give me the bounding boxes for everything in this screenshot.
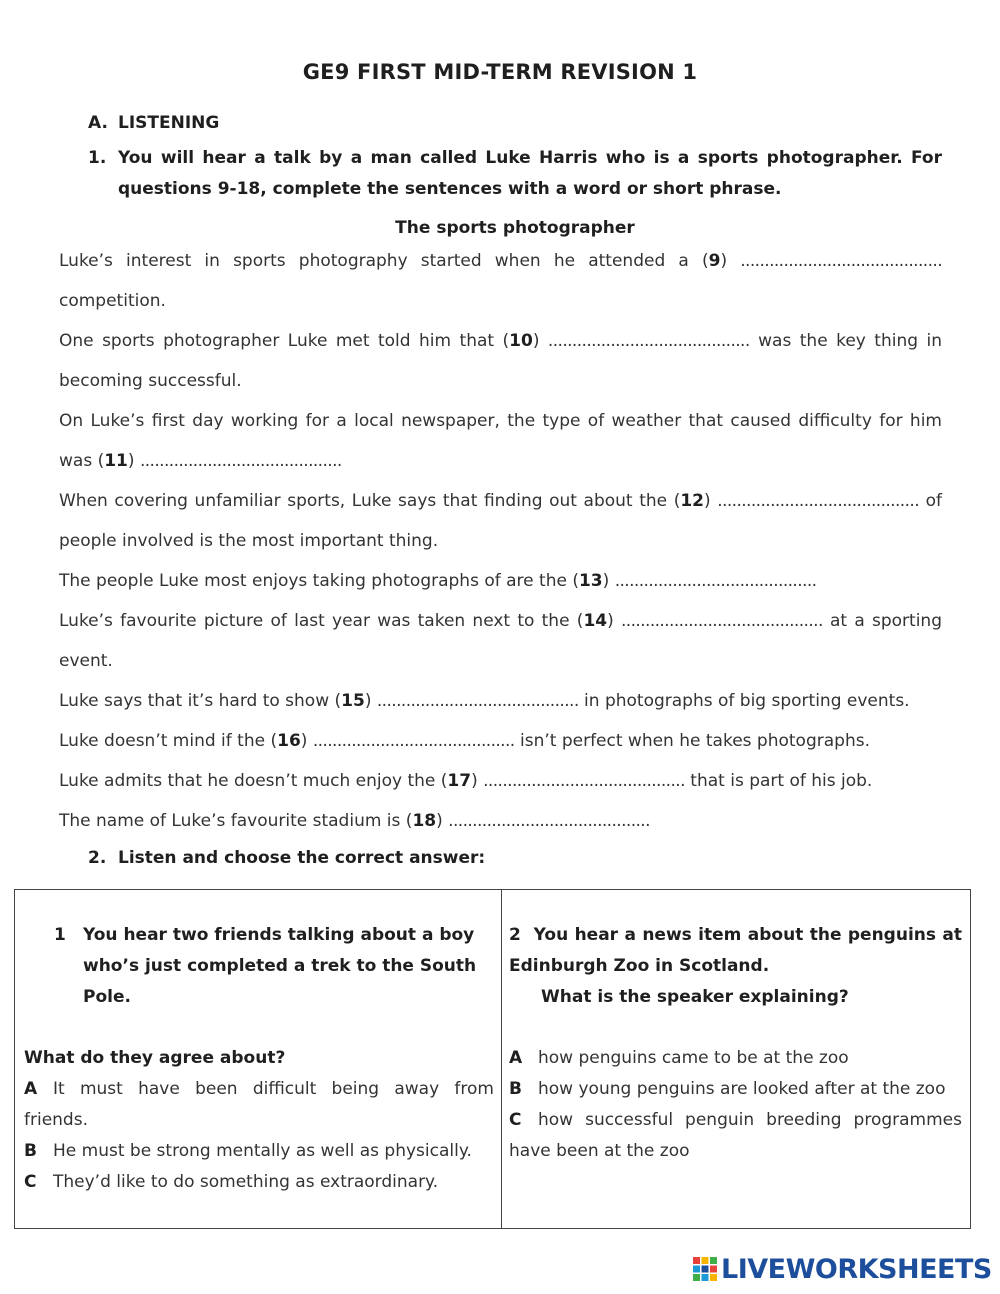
question-2-instruction [88, 848, 485, 868]
question-1-number: 1. [88, 148, 107, 168]
option-a[interactable]: A It must have been difficult being away from friends. [24, 1079, 494, 1130]
answer-blank[interactable]: .......................................... [740, 251, 943, 271]
gap-number: 11 [104, 451, 128, 471]
mc-question-1-question: What do they agree about? [24, 1048, 286, 1068]
section-a-heading [88, 113, 219, 133]
sentence-17: Luke admits that he doesn’t much enjoy the (17) .......................................... that is part of his job. [59, 771, 873, 791]
mc-question-1 [24, 890, 494, 1198]
logo-text: LIVEWORKSHEETS [721, 1253, 992, 1285]
mc-question-2-options [509, 1043, 962, 1167]
option-a[interactable]: A how penguins came to be at the zoo [509, 1048, 849, 1068]
question-2-number: 2. [88, 848, 107, 868]
answer-blank[interactable]: .......................................... [312, 731, 515, 751]
gap-number: 17 [447, 771, 472, 791]
gap-fill-sentences [59, 241, 942, 841]
sentence-18: The name of Luke’s favourite stadium is (18) .......................................... [59, 811, 650, 831]
mc-question-2-number: 2 [509, 925, 521, 945]
gap-number: 9 [708, 251, 721, 271]
section-subtitle: The sports photographer [395, 218, 635, 238]
liveworksheets-logo-icon [693, 1257, 717, 1281]
gap-number: 16 [277, 731, 301, 751]
sentence-9: Luke’s interest in sports photography started when he attended a (9) .......................................... competition. [59, 251, 943, 311]
liveworksheets-logo[interactable] [693, 1254, 992, 1284]
gap-number: 10 [509, 331, 533, 351]
gap-number: 15 [341, 691, 365, 711]
mc-question-2-prompt: 2 You hear a news item about the penguins at Edinburgh Zoo in Scotland. [509, 925, 962, 976]
mc-question-1-prompt: 1 You hear two friends talking about a boy who’s just completed a trek to the South Pole. [24, 920, 494, 1013]
table-divider [501, 890, 502, 1228]
sentence-13: The people Luke most enjoys taking photographs of are the (13) .......................................... [59, 571, 817, 591]
sentence-15: Luke says that it’s hard to show (15) .......................................... in photographs of big sporting events. [59, 691, 910, 711]
mc-question-2-question: What is the speaker explaining? [541, 987, 849, 1007]
answer-blank[interactable]: .......................................... [621, 611, 823, 631]
option-c[interactable]: C They’d like to do something as extraordinary. [24, 1172, 439, 1192]
section-a-number: A. [88, 113, 108, 133]
answer-blank[interactable]: .......................................... [614, 571, 817, 591]
option-b[interactable]: B how young penguins are looked after at the zoo [509, 1079, 946, 1099]
answer-blank[interactable]: .......................................... [139, 451, 342, 471]
option-b[interactable]: B He must be strong mentally as well as physically. [24, 1141, 472, 1161]
gap-number: 13 [578, 571, 603, 591]
gap-number: 12 [680, 491, 704, 511]
gap-number: 18 [412, 811, 437, 831]
sentence-14: Luke’s favourite picture of last year was taken next to the (14) .......................................... at a sporting event. [59, 611, 942, 671]
multiple-choice-table [14, 889, 971, 1229]
question-1-text: You will hear a talk by a man called Luke Harris who is a sports photographer. For questions 9-18, complete the sentences with a word or short phrase. [118, 148, 942, 199]
section-a-label: LISTENING [118, 113, 220, 133]
mc-question-2 [509, 890, 962, 1167]
question-2-text: Listen and choose the correct answer: [118, 848, 486, 868]
answer-blank[interactable]: .......................................... [483, 771, 685, 791]
option-c[interactable]: C how successful penguin breeding programmes have been at the zoo [509, 1110, 962, 1161]
answer-blank[interactable]: .......................................... [717, 491, 919, 511]
page-title: GE9 FIRST MID-TERM REVISION 1 [302, 60, 698, 84]
sentence-16: Luke doesn’t mind if the (16) .......................................... isn’t perfect when he takes photographs. [59, 731, 870, 751]
gap-number: 14 [583, 611, 608, 631]
answer-blank[interactable]: .......................................... [448, 811, 650, 831]
mc-question-1-options [24, 1074, 494, 1198]
answer-blank[interactable]: .......................................... [547, 331, 750, 351]
question-1-instruction [88, 143, 942, 205]
sentence-11: On Luke’s first day working for a local newspaper, the type of weather that caused difficulty for him was (11) .......................................... [59, 411, 942, 471]
mc-question-1-number: 1 [54, 925, 66, 945]
answer-blank[interactable]: .......................................... [376, 691, 579, 711]
sentence-10: One sports photographer Luke met told him that (10) .......................................... was the key thing in becoming successful. [59, 331, 942, 391]
sentence-12: When covering unfamiliar sports, Luke says that finding out about the (12) .......................................... of people involved is the most important thing. [59, 491, 942, 551]
